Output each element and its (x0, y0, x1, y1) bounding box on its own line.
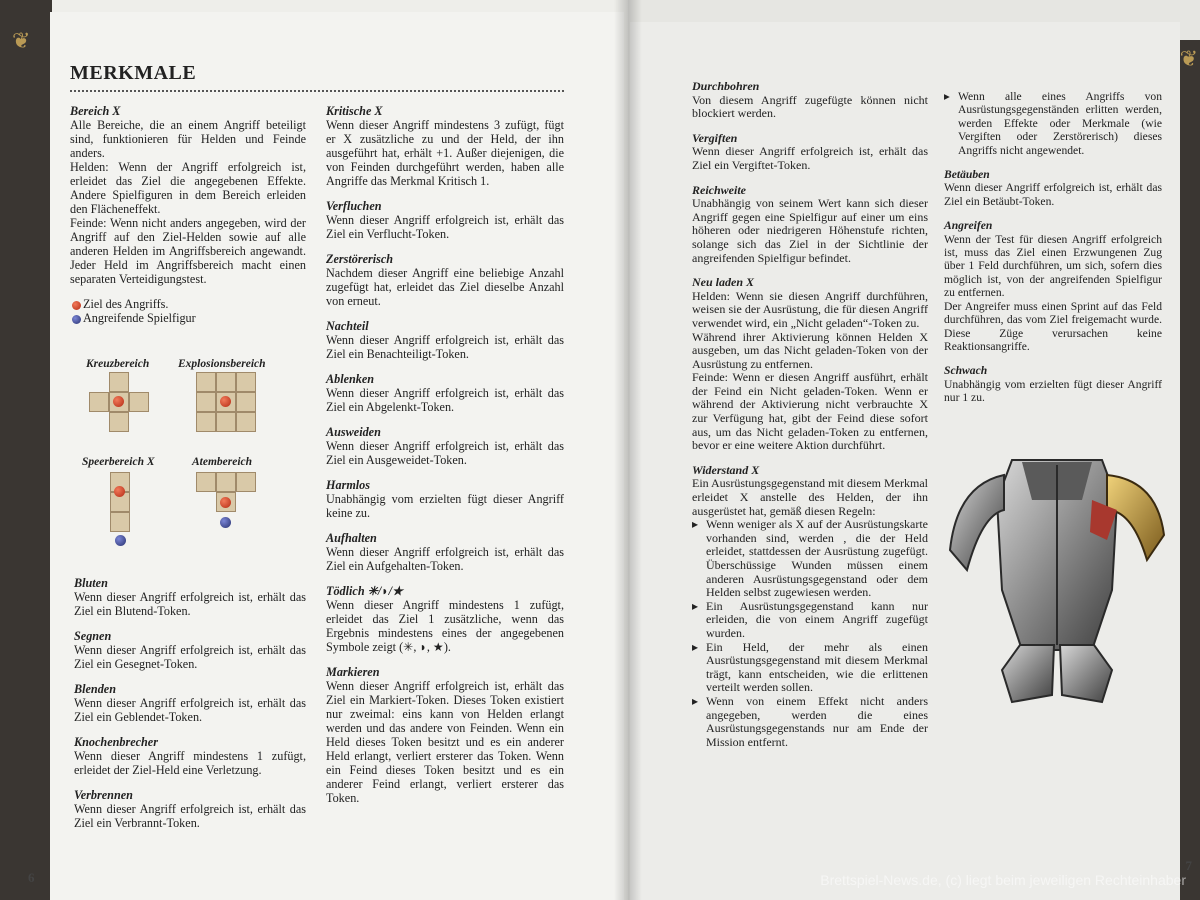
entry-title: Tödlich ✳/◗/★ (326, 584, 403, 598)
widerstand-bullets-continued (944, 90, 1162, 157)
entry-title: Segnen (74, 629, 112, 643)
entry-toedlich (326, 584, 564, 654)
entry-durchbohren (692, 80, 928, 121)
entry-text: Wenn dieser Angriff erfolgreich ist, erhält das Ziel ein Abgelenkt-Token. (326, 386, 564, 414)
entry-title: Neu laden X (692, 275, 755, 290)
entry-bluten (74, 576, 306, 618)
page-title: MERKMALE (70, 62, 197, 84)
legend-target: Ziel des Angriffs. (83, 297, 169, 311)
entry-text: Wenn dieser Angriff erfolgreich ist, erhält das Ziel ein Benachteiligt-Token. (326, 333, 564, 361)
list-item: ▸ Wenn weniger als X auf der Ausrüstungskarte vorhanden sind, werden , die der Held erleidet, stattdessen der Ausrüstung zugefügt. Überschüssige Wunden müssen einem anderen Ausrüstungsgegenstand oder dem Helden selbst zugewiesen werden. (692, 518, 928, 600)
entry-title: Reichweite (692, 182, 746, 197)
entry-reichweite (692, 184, 928, 266)
diagram-label-explosion: Explosionsbereich (178, 358, 266, 370)
list-item: ▸ Ein Held, der mehr als einen Ausrüstungsgegenstand mit diesem Merkmal trägt, kann entscheiden, wie die erlittenen verteilt werden sollen. (692, 641, 928, 695)
entry-title: Bluten (74, 576, 108, 590)
entry-aufhalten (326, 531, 564, 573)
book-gutter (614, 0, 642, 900)
entry-text: Wenn dieser Angriff erfolgreich ist, erhält das Ziel ein Geblendet-Token. (74, 696, 306, 724)
entry-title: Ausweiden (326, 425, 381, 439)
entry-betaeuben (944, 168, 1162, 208)
page-number-left: 6 (28, 870, 35, 885)
blue-attacker-icon (72, 315, 81, 324)
attacker-marker-icon (115, 535, 126, 546)
entry-text: Helden: Wenn sie diesen Angriff durchführen, weisen sie der Ausrüstung, die für diesen Angriff verwendet wird, ein „Nicht geladen“-Token zu. Während ihrer Aktivierung können Helden X ausgeben, um das Nicht geladen-Token von der Ausrüstung zu entfernen. Feinde: Wenn er diesen Angriff ausführt, erhält der Feind ein Nicht geladen-Token. Wenn er während der Aktivierung nicht verbrauchte X zur Verfügung hat, gibt der Feind diese sofort aus, um das Nicht geladen-Token zu entfernen, bevor er eine weitere Aktion durchführt. (692, 288, 928, 453)
entry-markieren (326, 665, 564, 805)
entry-text: Nachdem dieser Angriff eine beliebige Anzahl zugefügt hat, erleidet das Ziel dieselbe Anzahl von erneut. (326, 266, 564, 308)
entry-text: Unabhängig vom erzielten fügt dieser Angriff nur 1 zu. (944, 377, 1162, 405)
target-marker-icon (220, 497, 231, 508)
legend-attacker: Angreifende Spielfigur (83, 311, 196, 325)
entry-zerstoererisch (326, 252, 564, 308)
entry-title: Verfluchen (326, 199, 382, 213)
entry-title: Blenden (74, 682, 116, 696)
entry-harmlos (326, 478, 564, 520)
entry-title: Knochenbrecher (74, 735, 158, 749)
entry-widerstand-continued (944, 90, 1162, 157)
entry-title: Aufhalten (326, 531, 377, 545)
armor-illustration (942, 440, 1172, 720)
entry-title: Bereich X (70, 104, 121, 118)
target-marker-icon (113, 396, 124, 407)
entry-title: Ablenken (326, 372, 375, 386)
entry-verfluchen (326, 199, 564, 241)
page-number-right: 7 (1185, 858, 1192, 873)
entry-kritische (326, 104, 564, 188)
entry-neu-laden (692, 276, 928, 453)
entry-title: Harmlos (326, 478, 371, 492)
entry-text: Wenn dieser Angriff erfolgreich ist, erhält das Ziel ein Gesegnet-Token. (74, 643, 306, 671)
list-item: ▸ Wenn von einem Effekt nicht anders angegeben, werden die eines Ausrüstungsgegenstands nur am Ende der Mission entfernt. (692, 695, 928, 749)
entry-bereich (70, 104, 306, 286)
entry-text: Wenn dieser Angriff erfolgreich ist, erhält das Ziel ein Verbrannt-Token. (74, 802, 306, 830)
entry-text: Wenn dieser Angriff erfolgreich ist, erhält das Ziel ein Betäubt-Token. (944, 181, 1162, 208)
entry-text: Wenn dieser Angriff erfolgreich ist, erhält das Ziel ein Blutend-Token. (74, 590, 306, 618)
entry-text: Unabhängig vom erzielten fügt dieser Angriff keine zu. (326, 492, 564, 520)
title-divider (70, 90, 564, 92)
entry-title: Schwach (944, 364, 988, 378)
diagram-label-atem: Atembereich (192, 456, 253, 468)
entry-text: Wenn dieser Angriff erfolgreich ist, erhält das Ziel ein Vergiftet-Token. (692, 144, 928, 172)
entry-text: Wenn dieser Angriff mindestens 3 zufügt, fügt er X zusätzliche zu und der Held, der ihn ausgeführt hat, erhält +1. Außer diejenigen, die von Feinden durchgeführt werden, haben alle Angriffe das Merkmal Kritisch 1. (326, 118, 564, 188)
entry-title: Durchbohren (692, 79, 760, 93)
diagram-label-speer: Speerbereich X (82, 456, 155, 468)
entry-text: Ein Ausrüstungsgegenstand mit diesem Merkmal erleidet X anstelle des Helden, der ihn ausgerüstet hat, gemäß diesen Regeln: (692, 476, 928, 518)
entry-title: Verbrennen (74, 788, 133, 802)
right-column-2 (944, 90, 1162, 416)
entry-title: Widerstand X (692, 462, 760, 477)
entry-ablenken (326, 372, 564, 414)
entry-segnen (74, 629, 306, 671)
entry-schwach (944, 364, 1162, 404)
corner-ornament-icon: ❦ (1179, 46, 1198, 71)
right-column-1 (692, 80, 928, 760)
entry-text: Wenn dieser Angriff mindestens 1 zufügt, erleidet der Ziel-Held eine Verletzung. (74, 749, 306, 777)
corner-ornament-icon: ❦ (12, 28, 31, 53)
target-marker-icon (220, 396, 231, 407)
left-page-edge (0, 0, 52, 900)
entry-title: Vergiften (692, 130, 738, 145)
entry-nachteil (326, 319, 564, 361)
left-column-1-bottom (74, 576, 306, 841)
entry-text: Wenn dieser Angriff erfolgreich ist, erhält das Ziel ein Ausgeweidet-Token. (326, 439, 564, 467)
entry-text: Alle Bereiche, die an einem Angriff beteiligt sind, funktionieren für Helden und Feinde anders. Helden: Wenn der Angriff erfolgreich ist, erleidet das Ziel die angegebenen Effekte. Andere Spielfiguren in dem Bereich erleiden den Flächeneffekt. Feinde: Wenn nicht anders angegeben, wird der Angriff auf den Ziel-Helden sowie auf alle anderen Helden im Angriffsbereich angewandt. Jeder Held im Angriffsbereich macht einen separaten Verteidigungstest. (70, 118, 306, 286)
list-item: ▸ Ein Ausrüstungsgegenstand kann nur erleiden, die von einem Angriff zugefügt wurden. (692, 600, 928, 641)
right-page-edge (1180, 40, 1200, 900)
entry-blenden (74, 682, 306, 724)
list-item: ▸ Wenn alle eines Angriffs von Ausrüstungsgegenständen erlitten werden, werden Effekte oder Merkmale (wie Vergiften oder Zerstörerisch) dieses Angriffs nicht angewendet. (944, 90, 1162, 157)
entry-knochenbrecher (74, 735, 306, 777)
diagram-label-kreuz: Kreuzbereich (86, 358, 150, 370)
target-marker-icon (114, 486, 125, 497)
entry-verbrennen (74, 788, 306, 830)
entry-title: Markieren (326, 665, 380, 679)
entry-vergiften (692, 132, 928, 173)
entry-text: Wenn dieser Angriff erfolgreich ist, erhält das Ziel ein Markiert-Token. Dieses Token existiert nur zweimal: eins kann von Helden erlangt werden und das andere von Feinden. Wenn ein Held dieses Token besitzt und es ein anderer Held erlangt, verliert ersterer das Token. Wenn ein Feind dieses Token besitzt und es ein anderer Feind erlangt, verliert ersterer das Token. (326, 679, 564, 805)
entry-text: Wenn dieser Angriff mindestens 1 zufügt, erleidet das Ziel 1 zusätzliche, wenn das Ergebnis mindestens eines der angegebenen Symbole zeigt (✳, ◗, ★). (326, 598, 564, 654)
entry-angreifen (944, 219, 1162, 353)
entry-text: Wenn dieser Angriff erfolgreich ist, erhält das Ziel ein Verflucht-Token. (326, 213, 564, 241)
entry-title: Zerstörerisch (326, 252, 394, 266)
entry-widerstand (692, 464, 928, 749)
entry-text: Von diesem Angriff zugefügte können nicht blockiert werden. (692, 92, 928, 121)
attacker-marker-icon (220, 517, 231, 528)
watermark: Brettspiel-News.de, (c) liegt beim jeweiligen Rechteinhaber (820, 872, 1186, 888)
entry-title: Angreifen (944, 219, 993, 233)
entry-text: Wenn dieser Angriff erfolgreich ist, erhält das Ziel ein Aufgehalten-Token. (326, 545, 564, 573)
entry-text: Unabhängig von seinem Wert kann sich dieser Angriff gegen eine Spielfigur auf einer um eins höheren oder niedrigeren Höhenstufe richten, solange sich das Ziel in der Sichtlinie der angreifenden Spielfigur befindet. (692, 196, 928, 265)
entry-ausweiden (326, 425, 564, 467)
left-column-2 (326, 104, 564, 816)
widerstand-bullets (692, 518, 928, 749)
entry-title: Betäuben (944, 168, 990, 182)
red-target-icon (72, 301, 81, 310)
entry-text: Wenn der Test für diesen Angriff erfolgreich ist, muss das Ziel einen Erzwungenen Zug über 1 Feld durchführen, um sich, sofern dies möglich ist, von der angreifenden Spielfigur zu entfernen. Der Angreifer muss einen Sprint auf das Feld durchführen, das vom Ziel freigemacht wurde. Diese Züge verursachen keine Reaktionsangriffe. (944, 232, 1162, 353)
entry-title: Kritische X (326, 104, 383, 118)
left-column-1-top (70, 104, 306, 325)
entry-title: Nachteil (326, 319, 369, 333)
legend (70, 297, 306, 325)
